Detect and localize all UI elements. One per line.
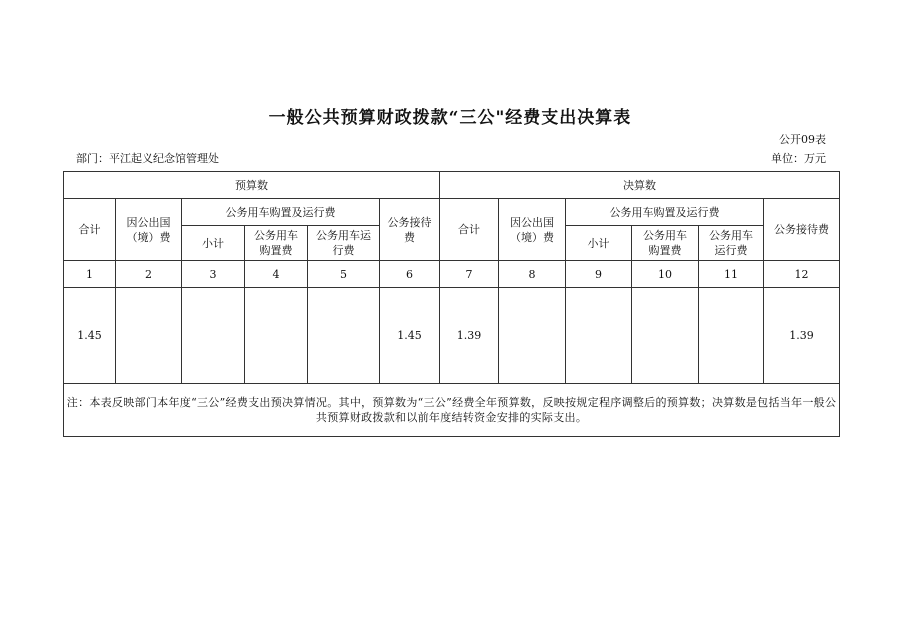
table-note: 注：本表反映部门本年度“三公”经费支出预决算情况。其中，预算数为“三公”经费全年预算数，反映按规定程序调整后的预算数；决算数是包括当年一般公共预算财政拨款和以前年度结转资金安排的实际支出。 — [64, 384, 840, 437]
budget-group-header: 预算数 — [64, 172, 440, 199]
department-label: 部门：平江起义纪念馆管理处 — [76, 152, 219, 165]
final-purchase-header: 公务用车 购置费 — [632, 226, 699, 261]
budget-total-value: 1.45 — [64, 288, 116, 384]
budget-vehicle-group-header: 公务用车购置及运行费 — [182, 199, 380, 226]
index-cell: 7 — [440, 261, 499, 288]
index-cell: 12 — [764, 261, 840, 288]
budget-operation-header: 公务用车运 行费 — [308, 226, 380, 261]
budget-total-header: 合计 — [64, 199, 116, 261]
index-cell: 9 — [566, 261, 632, 288]
budget-subtotal-header: 小计 — [182, 226, 245, 261]
budget-reception-header: 公务接待 费 — [380, 199, 440, 261]
final-operation-value — [699, 288, 764, 384]
final-group-header: 决算数 — [440, 172, 840, 199]
budget-abroad-header: 因公出国 （境）费 — [116, 199, 182, 261]
unit-label: 单位：万元 — [771, 152, 826, 165]
final-abroad-header: 因公出国 （境）费 — [499, 199, 566, 261]
final-subtotal-value — [566, 288, 632, 384]
budget-abroad-value — [116, 288, 182, 384]
index-cell: 8 — [499, 261, 566, 288]
page-title: 一般公共预算财政拨款“三公"经费支出决算表 — [268, 108, 632, 128]
final-purchase-value — [632, 288, 699, 384]
final-vehicle-group-header: 公务用车购置及运行费 — [566, 199, 764, 226]
index-cell: 3 — [182, 261, 245, 288]
budget-reception-value: 1.45 — [380, 288, 440, 384]
final-subtotal-header: 小计 — [566, 226, 632, 261]
index-cell: 5 — [308, 261, 380, 288]
budget-subtotal-value — [182, 288, 245, 384]
index-cell: 2 — [116, 261, 182, 288]
final-reception-value: 1.39 — [764, 288, 840, 384]
index-cell: 6 — [380, 261, 440, 288]
final-abroad-value — [499, 288, 566, 384]
final-reception-header: 公务接待费 — [764, 199, 840, 261]
budget-purchase-value — [245, 288, 308, 384]
index-cell: 10 — [632, 261, 699, 288]
budget-purchase-header: 公务用车 购置费 — [245, 226, 308, 261]
final-total-header: 合计 — [440, 199, 499, 261]
index-cell: 4 — [245, 261, 308, 288]
budget-operation-value — [308, 288, 380, 384]
form-number: 公开09表 — [779, 133, 826, 146]
three-public-expense-table — [63, 171, 840, 437]
index-cell: 11 — [699, 261, 764, 288]
index-cell: 1 — [64, 261, 116, 288]
final-total-value: 1.39 — [440, 288, 499, 384]
final-operation-header: 公务用车 运行费 — [699, 226, 764, 261]
